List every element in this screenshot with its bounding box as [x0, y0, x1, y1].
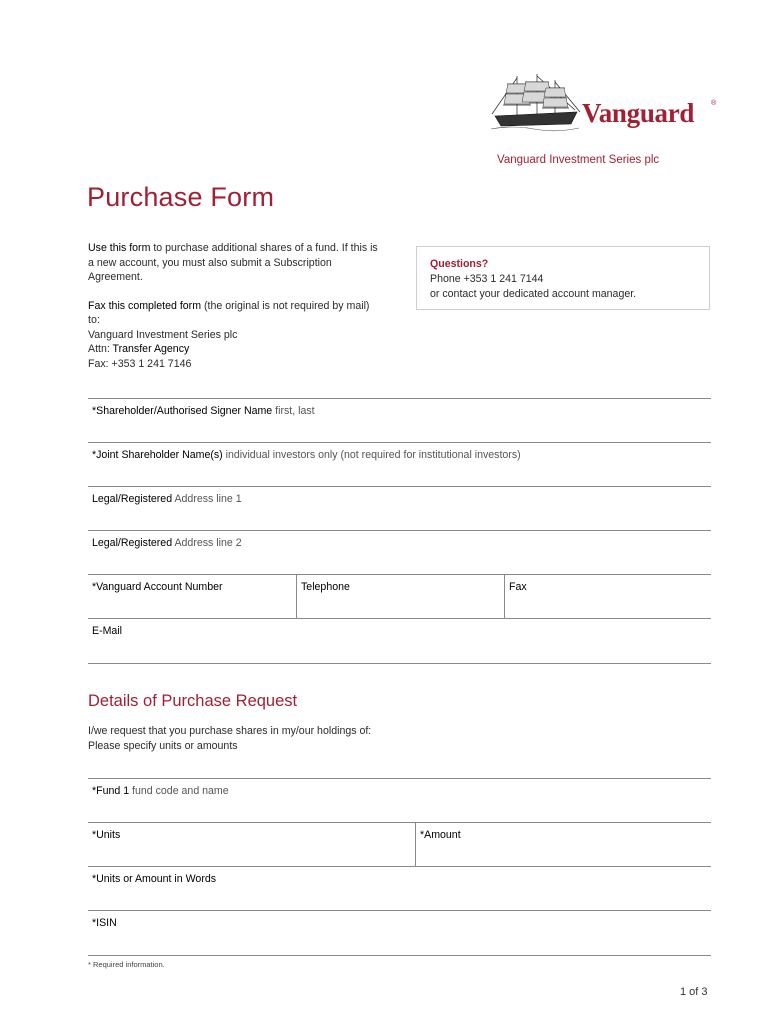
brand-name: Vanguard	[582, 98, 695, 128]
joint-shareholder-field[interactable]	[88, 442, 711, 487]
address-line-1-field[interactable]	[88, 486, 711, 531]
email-field[interactable]	[88, 618, 711, 664]
questions-title: Questions?	[430, 258, 489, 270]
questions-contact: or contact your dedicated account manager.	[430, 288, 637, 300]
fax-number: Fax: +353 1 241 7146	[88, 357, 192, 370]
words-field[interactable]	[88, 866, 711, 911]
page-title: Purchase Form	[87, 182, 275, 212]
questions-box	[416, 246, 710, 310]
page-number: 1 of 3	[680, 986, 708, 998]
isin-field[interactable]	[88, 910, 711, 956]
account-number-label: *Vanguard Account Number	[92, 581, 223, 593]
fax-label: Fax	[509, 581, 527, 593]
intro-p1-bold: Use this form	[88, 242, 151, 254]
shareholder-name-label	[88, 399, 711, 442]
telephone-label: Telephone	[301, 581, 350, 593]
units-amount-row	[88, 822, 711, 867]
intro-text	[88, 241, 378, 371]
account-contact-row	[88, 574, 711, 619]
fund-label-hint: fund code and name	[129, 785, 229, 797]
attn-line	[88, 342, 378, 357]
attn-label: Attn:	[88, 343, 113, 355]
required-footnote: * Required information.	[88, 960, 165, 969]
fax-address-line: Vanguard Investment Series plc	[88, 328, 238, 341]
address1-label-hint: Address line 1	[172, 493, 242, 505]
amount-field[interactable]	[415, 823, 711, 866]
address-line-1-label	[88, 487, 711, 530]
address-line-2-label	[88, 531, 711, 574]
email-label-main: E-Mail	[92, 625, 123, 637]
account-number-field[interactable]	[88, 575, 296, 618]
intro-p2-rest: (the original is not required by mail) to:	[88, 299, 370, 326]
intro-p2-bold: Fax this completed form	[88, 299, 202, 312]
isin-label	[88, 911, 711, 954]
address1-label-main: Legal/Registered	[92, 493, 173, 505]
joint-label-main: *Joint Shareholder Name(s)	[92, 449, 223, 461]
address2-label-hint: Address line 2	[172, 537, 242, 549]
registered-mark: ®	[711, 100, 717, 107]
shareholder-label-hint: first, last	[272, 405, 315, 417]
telephone-field[interactable]	[296, 575, 504, 618]
fund-field[interactable]	[88, 778, 711, 823]
purchase-instruction-1: I/we request that you purchase shares in my/our holdings of:	[88, 725, 372, 737]
intro-paragraph-2	[88, 299, 378, 328]
fund-label-main: *Fund 1	[92, 785, 130, 797]
words-label-main: *Units or Amount in Words	[92, 873, 217, 885]
units-field[interactable]	[88, 823, 415, 866]
address2-label-main: Legal/Registered	[92, 537, 173, 549]
units-label: *Units	[92, 829, 121, 841]
isin-label-main: *ISIN	[92, 917, 117, 929]
purchase-instruction-2: Please specify units or amounts	[88, 739, 238, 752]
email-label	[88, 619, 711, 662]
words-label	[88, 867, 711, 910]
joint-shareholder-label	[88, 443, 711, 486]
shareholder-label-main: *Shareholder/Authorised Signer Name	[92, 405, 273, 417]
purchase-heading: Details of Purchase Request	[88, 692, 298, 710]
company-name: Vanguard Investment Series plc	[497, 154, 660, 166]
shareholder-name-field[interactable]	[88, 398, 711, 443]
fax-field[interactable]	[504, 575, 711, 618]
vanguard-logo	[487, 70, 722, 140]
fund-label	[88, 779, 711, 822]
questions-phone: Phone +353 1 241 7144	[430, 273, 544, 285]
purchase-instructions	[88, 724, 371, 753]
ship-icon	[487, 72, 582, 134]
attn-value: Transfer Agency	[112, 343, 190, 355]
intro-p1-rest: to purchase additional shares of a fund. If this is a new account, you must also submit a Subscription Agreement.	[88, 242, 378, 283]
intro-paragraph-1	[88, 241, 378, 285]
address-line-2-field[interactable]	[88, 530, 711, 575]
amount-label: *Amount	[420, 829, 461, 841]
joint-label-hint: individual investors only (not required for institutional investors)	[222, 449, 521, 461]
